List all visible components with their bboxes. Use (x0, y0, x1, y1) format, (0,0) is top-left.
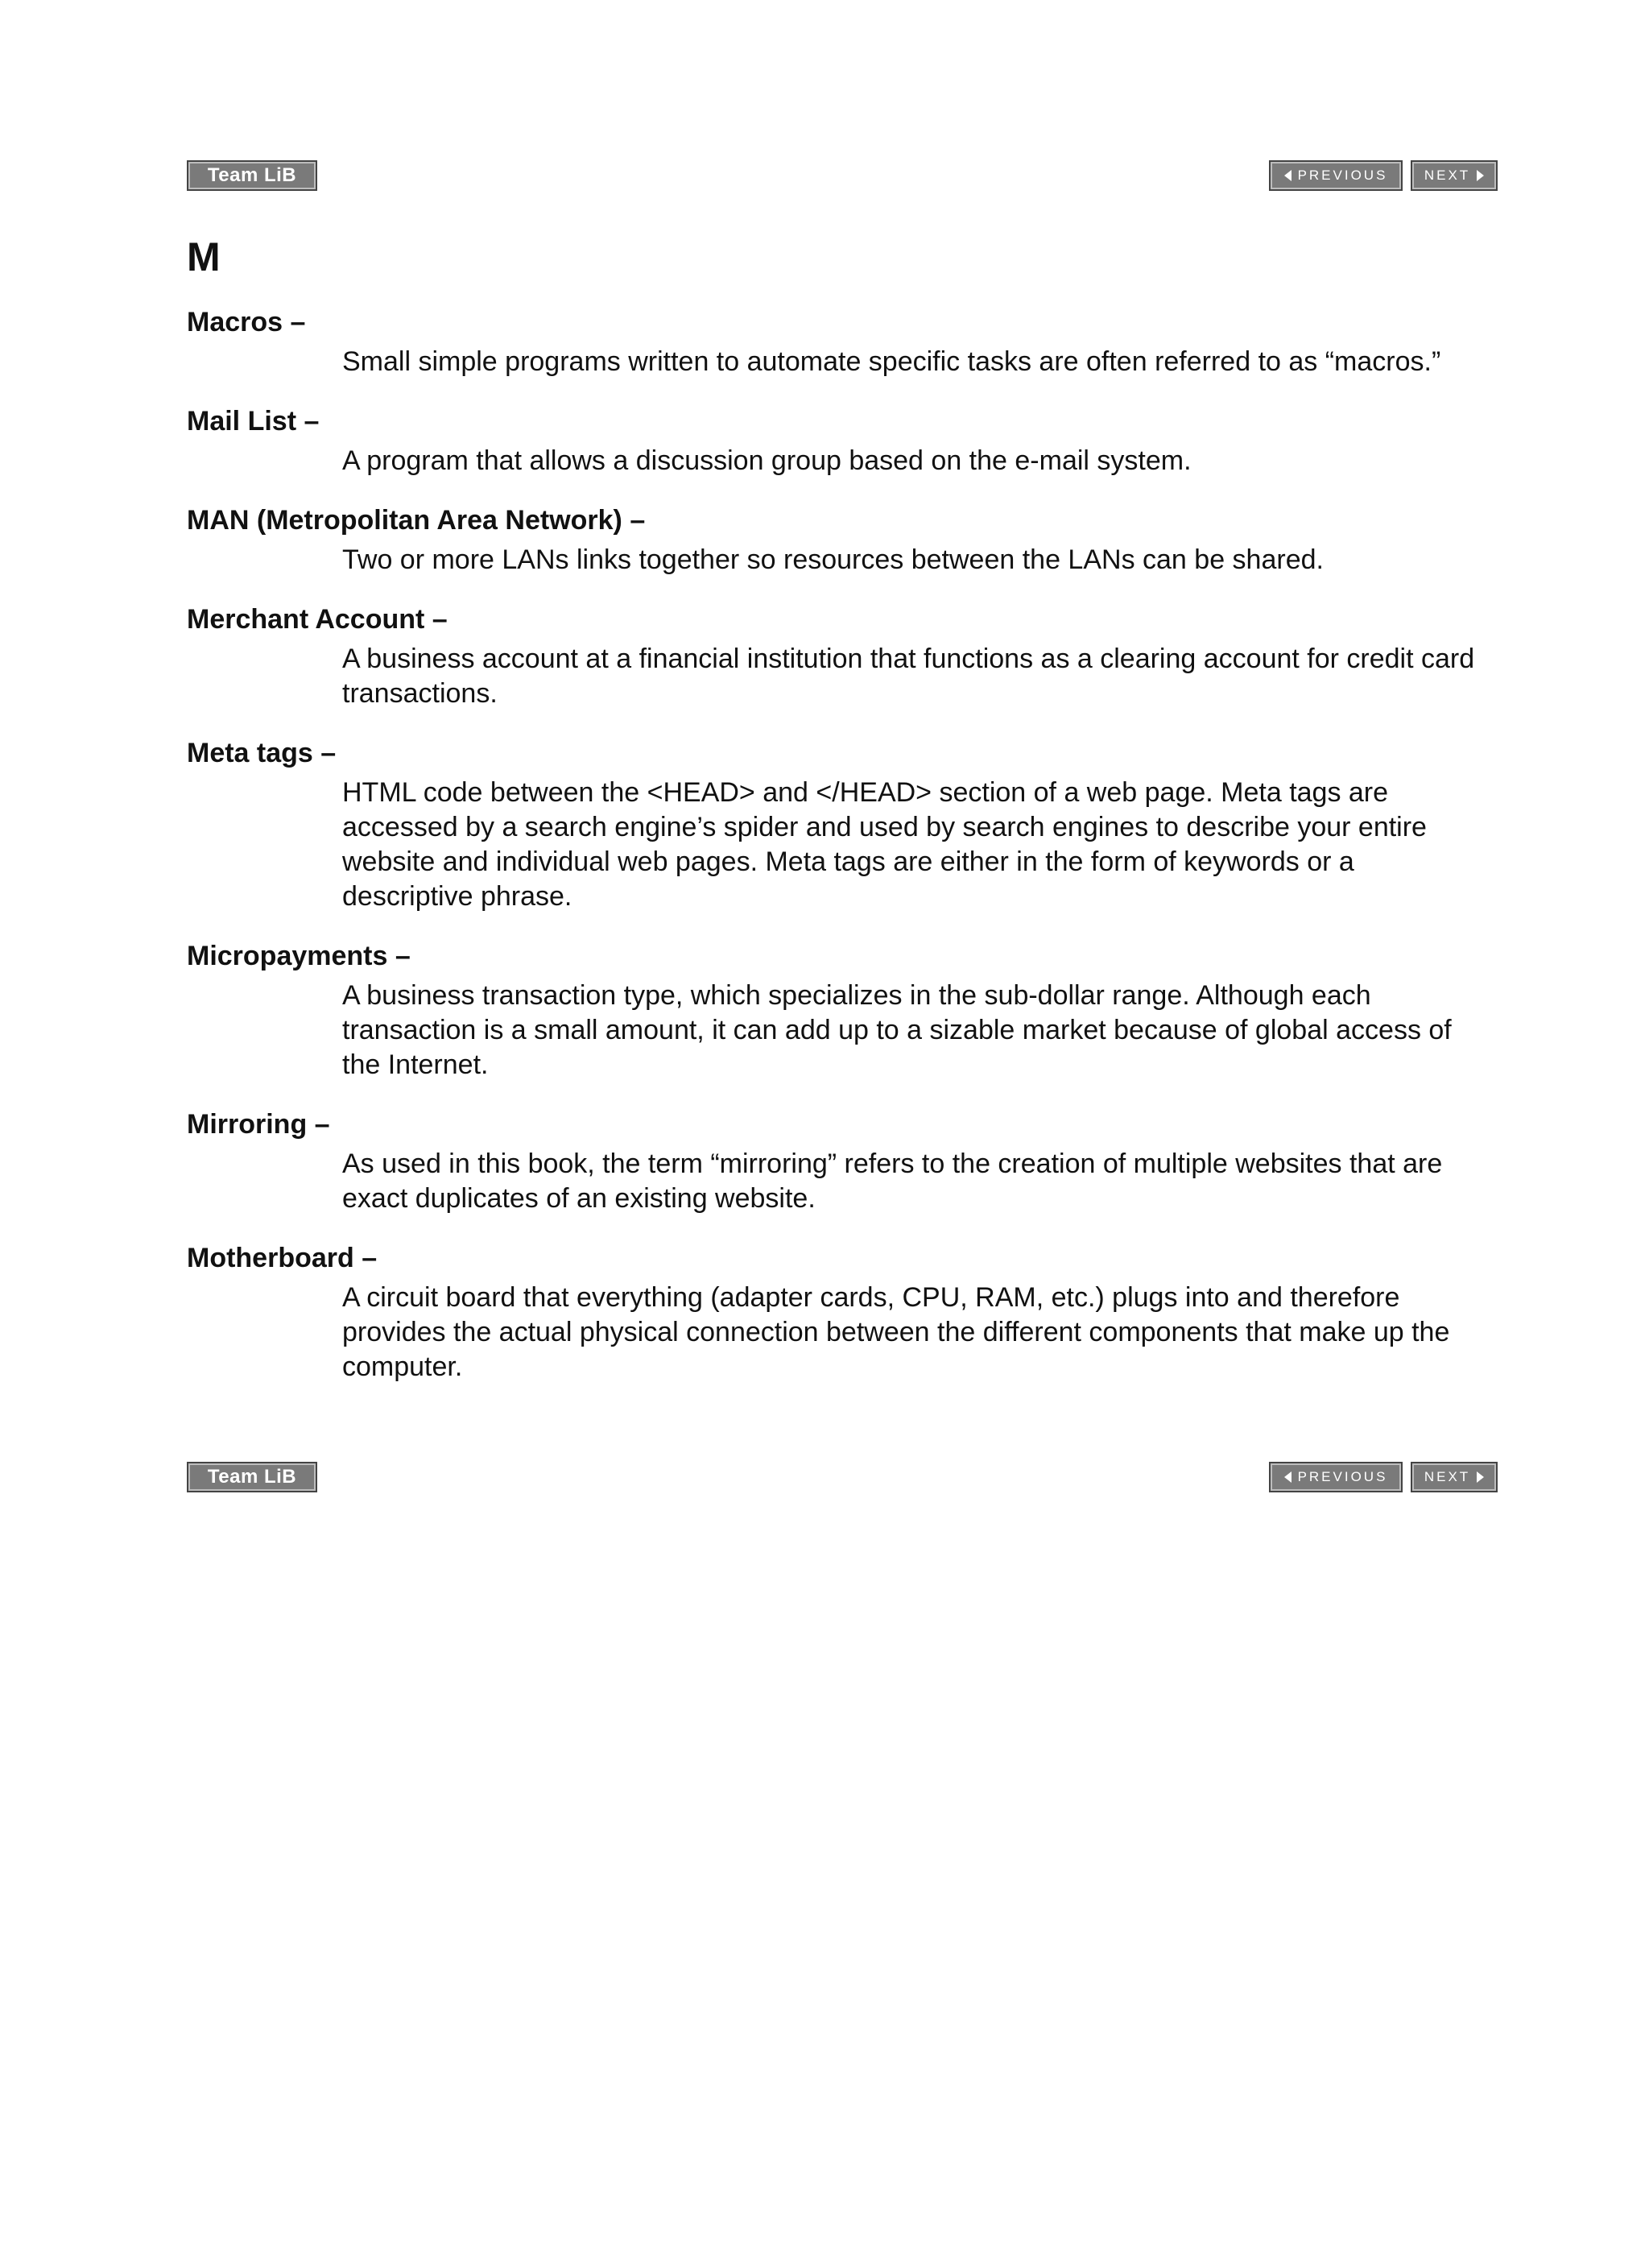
glossary-entry (187, 1240, 1507, 1384)
next-button[interactable] (1411, 1462, 1498, 1492)
arrow-right-icon (1477, 1471, 1484, 1483)
top-navigation (187, 160, 1498, 194)
glossary-term: Motherboard – (187, 1243, 378, 1273)
glossary-entry (187, 1107, 1507, 1216)
glossary-entry (187, 304, 1507, 379)
previous-button[interactable] (1269, 160, 1403, 191)
previous-button-label: PREVIOUS (1297, 1469, 1388, 1484)
glossary-definition: Small simple programs written to automate specific tasks are often referred to as “macros.” (342, 346, 1441, 377)
bottom-navigation (187, 1462, 1498, 1496)
glossary-entry (187, 938, 1507, 1082)
glossary-term: Mail List – (187, 406, 320, 437)
glossary-entry (187, 735, 1507, 914)
glossary-definition: A business transaction type, which specializes in the sub-dollar range. Although each transaction is a small amount, it can add up to a sizable market because of global access of the Internet. (342, 980, 1452, 1080)
next-button-label: NEXT (1424, 168, 1471, 183)
bottom-nav-buttons (1269, 1462, 1498, 1492)
top-nav-buttons (1269, 160, 1498, 191)
previous-button-label: PREVIOUS (1297, 168, 1388, 183)
glossary-definition: HTML code between the <HEAD> and </HEAD> section of a web page. Meta tags are accessed by a search engine’s spider and used by search engines to describe your entire website and individual web pages. Meta tags are either in the form of keywords or a descriptive phrase. (342, 777, 1427, 912)
glossary-entry (187, 503, 1507, 577)
glossary-term: Meta tags – (187, 738, 337, 768)
glossary-term: Merchant Account – (187, 604, 448, 635)
glossary-entry (187, 404, 1507, 478)
glossary-term: Macros – (187, 307, 306, 337)
next-button-label: NEXT (1424, 1469, 1471, 1484)
glossary-definition: Two or more LANs links together so resources between the LANs can be shared. (342, 544, 1324, 575)
arrow-right-icon (1477, 170, 1484, 181)
glossary-definition: As used in this book, the term “mirroring” refers to the creation of multiple websites that are exact duplicates of an existing website. (342, 1148, 1443, 1214)
team-lib-badge[interactable]: Team LiB (187, 1462, 317, 1492)
next-button[interactable] (1411, 160, 1498, 191)
arrow-left-icon (1284, 1471, 1292, 1483)
glossary-definition: A business account at a financial institution that functions as a clearing account for credit card transactions. (342, 644, 1475, 709)
glossary-list (187, 304, 1507, 1409)
glossary-entry (187, 602, 1507, 711)
glossary-term: Mirroring – (187, 1109, 330, 1140)
glossary-definition: A program that allows a discussion group based on the e-mail system. (342, 445, 1192, 476)
section-letter-heading: M (187, 234, 221, 279)
arrow-left-icon (1284, 170, 1292, 181)
team-lib-badge[interactable]: Team LiB (187, 160, 317, 191)
previous-button[interactable] (1269, 1462, 1403, 1492)
glossary-term: Micropayments – (187, 941, 411, 971)
glossary-term: MAN (Metropolitan Area Network) – (187, 505, 646, 536)
glossary-definition: A circuit board that everything (adapter cards, CPU, RAM, etc.) plugs into and therefore provides the actual physical connection between the different components that make up the computer. (342, 1282, 1450, 1382)
